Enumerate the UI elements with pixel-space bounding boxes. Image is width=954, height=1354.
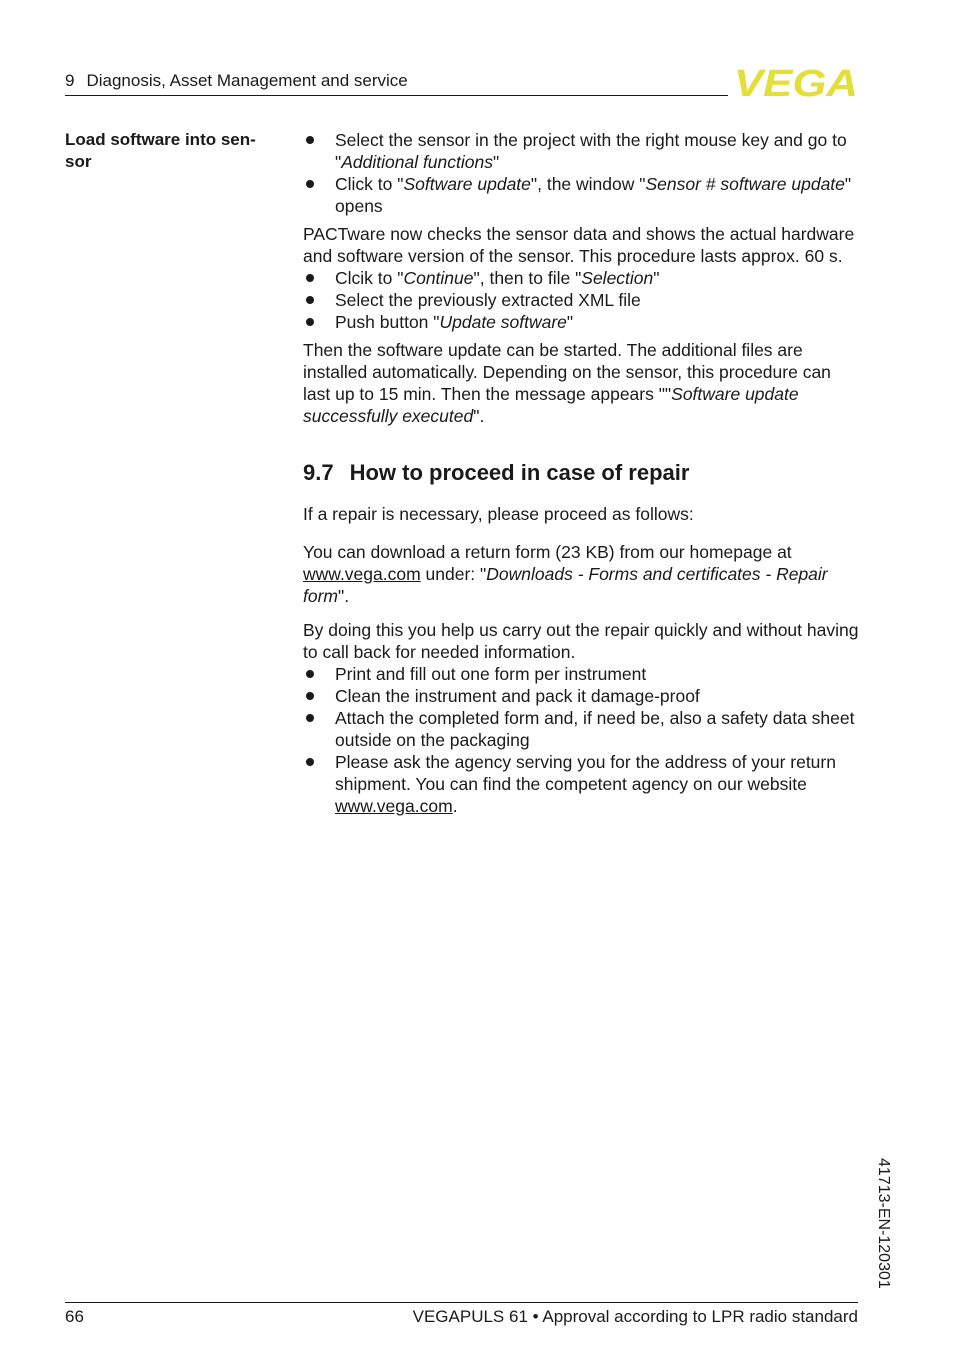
list-item: Please ask the agency serving you for the address of your return shipment. You can find the competent agency on our website www.vega.com. [303, 751, 859, 817]
paragraph-pactware-check: PACTware now checks the sensor data and shows the actual hardware and software version of the sensor. This procedure lasts approx. 60 s. [303, 224, 855, 266]
margin-label: Load software into sen-sor [65, 130, 256, 171]
list-item: Push button "Update software" [303, 311, 859, 333]
bullet-list-update-steps [303, 267, 859, 333]
list-item: Select the sensor in the project with the right mouse key and go to "Additional functions" [303, 129, 859, 173]
vega-website-link[interactable]: www.vega.com [335, 796, 453, 816]
paragraph-repair-help: By doing this you help us carry out the repair quickly and without having to call back for needed information. [303, 620, 859, 662]
logo-text: VEGA [734, 66, 858, 98]
paragraph-update-started: Then the software update can be started. The additional files are installed automatically. Depending on the sensor, this procedure can last up to 15 min. Then the message appears ""Software update successfully executed". [303, 340, 831, 426]
vega-website-link[interactable]: www.vega.com [303, 564, 421, 584]
main-content [303, 129, 859, 817]
list-item: Select the previously extracted XML file [303, 289, 859, 311]
page-number: 66 [65, 1307, 84, 1326]
header-rule [65, 95, 728, 96]
footer-rule [65, 1302, 858, 1303]
section-title: How to proceed in case of repair [349, 460, 690, 485]
bullet-list-select-sensor [303, 129, 859, 217]
list-item: Print and fill out one form per instrument [303, 663, 859, 685]
section-heading [303, 459, 859, 487]
bullet-list-repair-steps [303, 663, 859, 817]
chapter-number: 9 [65, 71, 75, 90]
list-item: Attach the completed form and, if need be, also a safety data sheet outside on the packaging [303, 707, 859, 751]
document-code: 41713-EN-120301 [875, 1158, 892, 1289]
chapter-title: Diagnosis, Asset Management and service [86, 71, 408, 90]
list-item: Clcik to "Continue", then to file "Selection" [303, 267, 859, 289]
paragraph-repair-intro: If a repair is necessary, please proceed as follows: [303, 504, 694, 524]
paragraph-download-form: You can download a return form (23 KB) from our homepage at www.vega.com under: "Downloads - Forms and certificates - Repair form". [303, 542, 828, 606]
section-number: 9.7 [303, 460, 334, 485]
running-header [65, 70, 408, 92]
footer-doc-title: VEGAPULS 61 • Approval according to LPR radio standard [412, 1307, 858, 1326]
vega-logo [734, 66, 858, 98]
list-item: Clean the instrument and pack it damage-proof [303, 685, 859, 707]
list-item: Click to "Software update", the window "Sensor # software update" opens [303, 173, 859, 217]
